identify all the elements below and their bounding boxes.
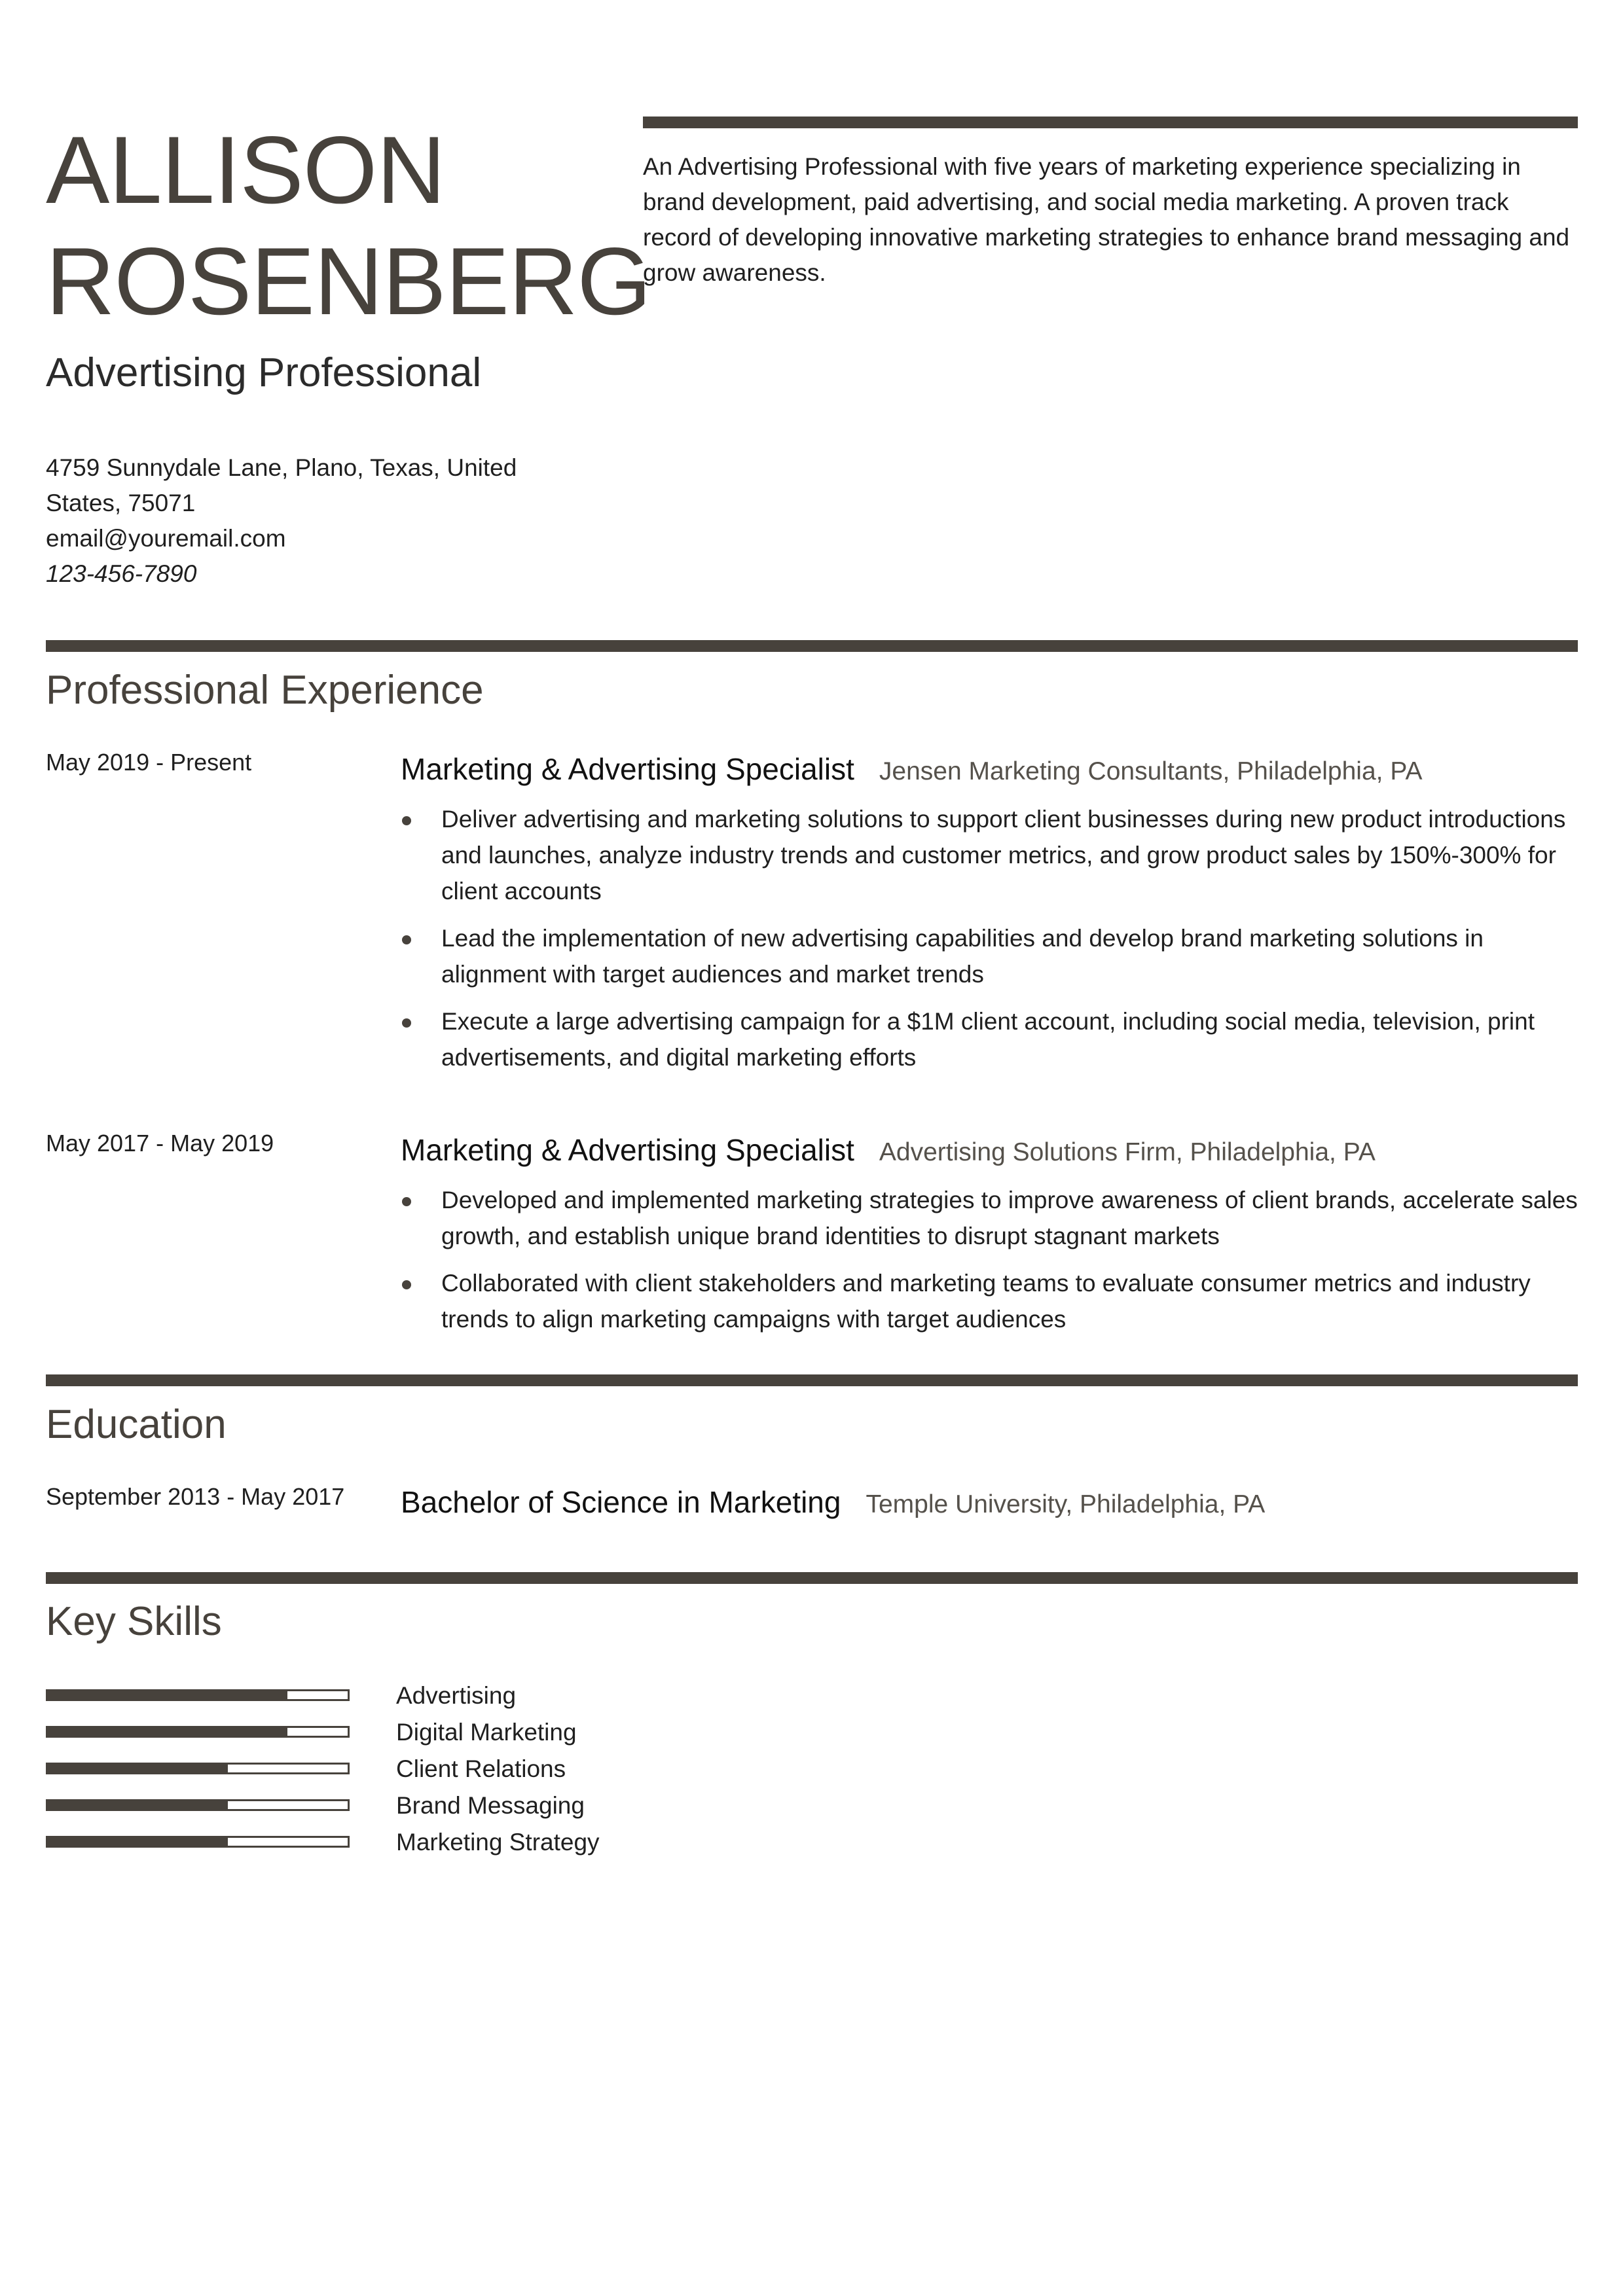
- experience-role: Marketing & Advertising Specialist: [401, 752, 854, 786]
- education-degree: Bachelor of Science in Marketing: [401, 1485, 841, 1519]
- skill-name: Digital Marketing: [396, 1719, 577, 1746]
- experience-bullet: Execute a large advertising campaign for a $1M client account, including social media, television, print advertisements, and digital marketing efforts: [401, 1003, 1579, 1075]
- education-dates: September 2013 - May 2017: [46, 1483, 345, 1510]
- bullet-icon: [402, 1197, 411, 1206]
- experience-bullets: [401, 801, 1579, 1086]
- skill-level-fill: [48, 1838, 228, 1846]
- experience-role: Marketing & Advertising Specialist: [401, 1133, 854, 1167]
- job-title: Advertising Professional: [46, 350, 482, 395]
- bullet-icon: [402, 816, 411, 825]
- experience-dates: May 2017 - May 2019: [46, 1130, 274, 1157]
- skills-divider: [46, 1572, 1578, 1584]
- bullet-icon: [402, 1280, 411, 1289]
- experience-bullet: Lead the implementation of new advertising capabilities and develop brand marketing solutions in alignment with target audiences and market trends: [401, 920, 1579, 992]
- education-header: [401, 1482, 1265, 1524]
- experience-org: Advertising Solutions Firm, Philadelphia, PA: [879, 1138, 1376, 1166]
- skill-name: Client Relations: [396, 1755, 566, 1782]
- experience-bullet: Developed and implemented marketing strategies to improve awareness of client brands, accelerate sales growth, and establish unique brand identities to disrupt stagnant markets: [401, 1182, 1579, 1254]
- skill-level-fill: [48, 1728, 287, 1736]
- experience-header: [401, 749, 1422, 791]
- skill-level-bar: [46, 1689, 350, 1701]
- summary-divider: [643, 117, 1578, 128]
- education-heading: Education: [46, 1402, 227, 1447]
- skill-level-fill: [48, 1765, 228, 1772]
- skill-name: Marketing Strategy: [396, 1829, 600, 1856]
- experience-heading: Professional Experience: [46, 668, 484, 713]
- bullet-icon: [402, 1018, 411, 1028]
- email: email@youremail.com: [46, 525, 286, 552]
- experience-bullet: Collaborated with client stakeholders and marketing teams to evaluate consumer metrics and industry trends to align marketing campaigns with target audiences: [401, 1265, 1579, 1337]
- summary-text: An Advertising Professional with five years of marketing experience specializing in brand development, paid advertising, and social media marketing. A proven track record of developing innovative marketing strategies to enhance brand messaging and grow awareness.: [643, 153, 1570, 286]
- experience-header: [401, 1130, 1376, 1172]
- skills-heading: Key Skills: [46, 1599, 222, 1644]
- experience-org: Jensen Marketing Consultants, Philadelphia, PA: [879, 757, 1423, 785]
- experience-dates: May 2019 - Present: [46, 749, 252, 776]
- experience-bullet: Deliver advertising and marketing solutions to support client businesses during new product introductions and launches, analyze industry trends and customer metrics, and grow product sales by 150%-300% for client accounts: [401, 801, 1579, 909]
- experience-bullets: [401, 1182, 1579, 1348]
- skill-level-bar: [46, 1763, 350, 1774]
- experience-divider: [46, 640, 1578, 652]
- contact-info: [46, 450, 543, 592]
- skill-level-bar: [46, 1799, 350, 1811]
- name-last: ROSENBERG: [46, 228, 651, 334]
- skill-name: Brand Messaging: [396, 1792, 585, 1819]
- skill-level-bar: [46, 1836, 350, 1848]
- education-school: Temple University, Philadelphia, PA: [866, 1490, 1266, 1518]
- education-divider: [46, 1374, 1578, 1386]
- address: 4759 Sunnydale Lane, Plano, Texas, United States, 75071: [46, 454, 517, 516]
- skill-level-bar: [46, 1726, 350, 1738]
- name-first: ALLISON: [46, 117, 445, 223]
- phone: 123-456-7890: [46, 560, 197, 587]
- skill-name: Advertising: [396, 1682, 517, 1709]
- skill-level-fill: [48, 1801, 228, 1809]
- bullet-icon: [402, 935, 411, 944]
- skill-level-fill: [48, 1691, 287, 1699]
